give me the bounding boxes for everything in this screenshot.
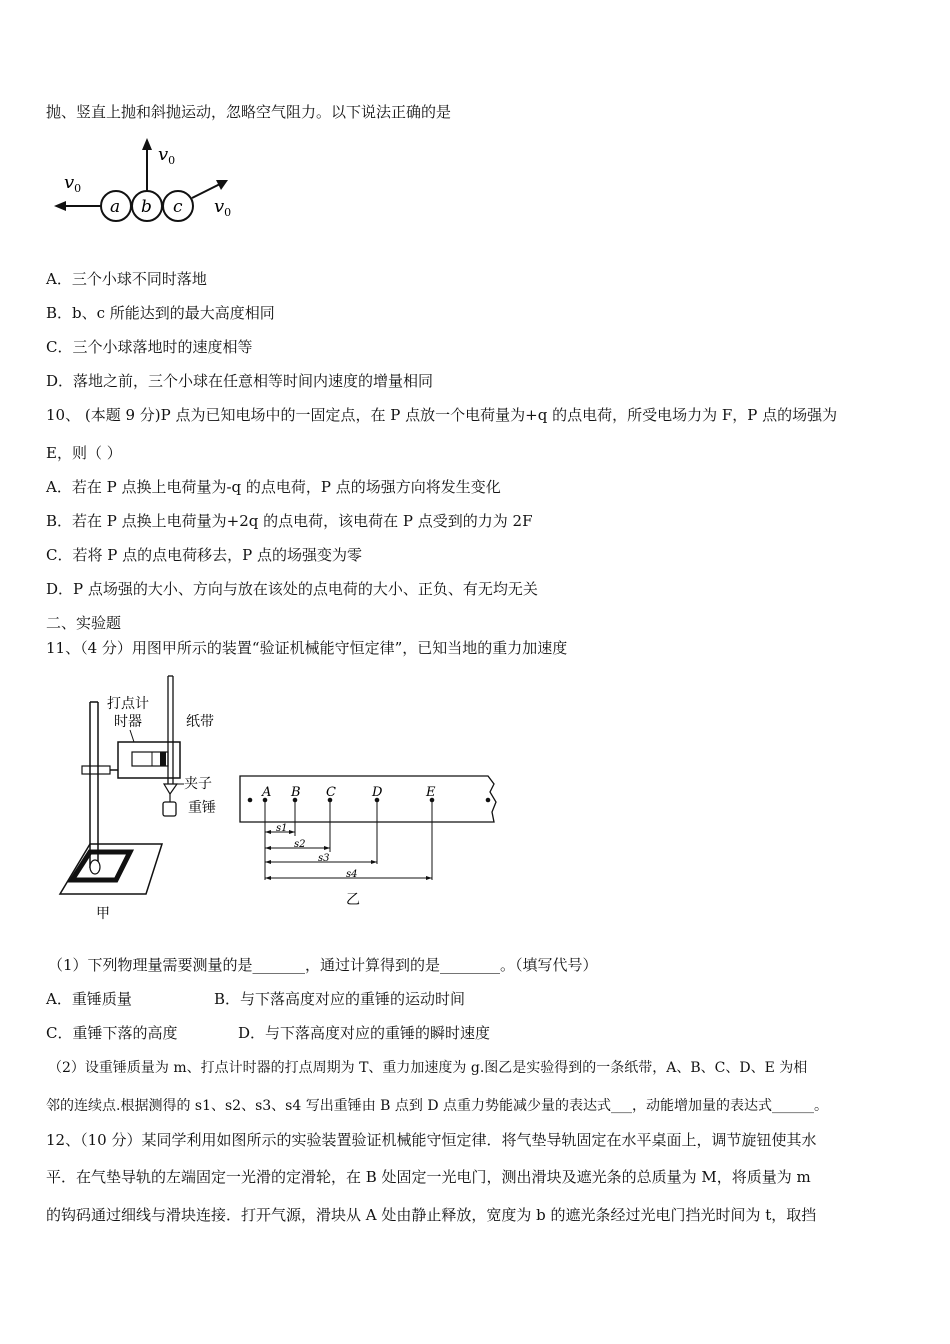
q10-stem-line1: 10、 (本题 9 分)P 点为已知电场中的一固定点，在 P 点放一个电荷量为+q 的点电荷，所受电场力为 F，P 点的场强为	[46, 406, 838, 424]
q11-option-d: D．与下落高度对应的重锤的瞬时速度	[238, 1024, 491, 1042]
q11-part1: （1）下列物理量需要测量的是_______，通过计算得到的是________。（填写代号）	[48, 956, 598, 974]
caption-yi: 乙	[346, 892, 360, 908]
q11-option-c: C．重锤下落的高度	[46, 1024, 178, 1042]
q12-line2: 平．在气垫导轨的左端固定一光滑的定滑轮，在 B 处固定一光电门，测出滑块及遮光条的总质量为 M，将质量为 m	[46, 1168, 811, 1186]
q12-line1: 12、（10 分）某同学利用如图所示的实验装置验证机械能守恒定律．将气垫导轨固定在水平桌面上，调节旋钮使其水	[46, 1131, 817, 1149]
q10-option-b: B．若在 P 点换上电荷量为+2q 的点电荷，该电荷在 P 点受到的力为 2F	[46, 512, 533, 530]
v0-oblique-label: $v_0$	[214, 196, 232, 219]
point-b: B	[291, 785, 301, 800]
q12-line3: 的钩码通过细线与滑块连接．打开气源，滑块从 A 处由静止释放，宽度为 b 的遮光条经过光电门挡光时间为 t，取挡	[46, 1206, 817, 1224]
s3-label: s3	[318, 853, 330, 864]
q10-option-a: A．若在 P 点换上电荷量为-q 的点电荷，P 点的场强方向将发生变化	[46, 478, 501, 496]
tape-label: 纸带	[186, 714, 214, 730]
timer-label-1: 打点计	[107, 696, 149, 712]
q9-option-b: B．b、c 所能达到的最大高度相同	[46, 304, 275, 322]
paper-tape	[240, 776, 496, 822]
s4-label: s4	[346, 869, 358, 880]
hammer	[163, 802, 176, 816]
q10-option-d: D．P 点场强的大小、方向与放在该处的点电荷的大小、正负、有无均无关	[46, 580, 538, 598]
tape-figure-yi	[236, 774, 500, 910]
q9-stem: 抛、竖直上抛和斜抛运动，忽略空气阻力。以下说法正确的是	[46, 103, 452, 121]
projectile-figure	[46, 136, 246, 228]
timer	[118, 742, 180, 778]
q10-option-c: C．若将 P 点的点电荷移去，P 点的场强变为零	[46, 546, 362, 564]
q9-option-c: C．三个小球落地时的速度相等	[46, 338, 253, 356]
q9-option-d: D．落地之前，三个小球在任意相等时间内速度的增量相同	[46, 372, 434, 390]
ball-c-label: c	[173, 197, 183, 217]
v0-up-label: $v_0$	[158, 144, 176, 167]
point-e: E	[426, 785, 436, 800]
v0-left-label: $v_0$	[64, 172, 82, 195]
timer-label-2: 时器	[114, 714, 142, 730]
point-c: C	[326, 785, 336, 800]
point-a: A	[262, 785, 272, 800]
section-title: 二、实验题	[46, 614, 122, 632]
q11-part2-line1: （2）设重锤质量为 m、打点计时器的打点周期为 T、重力加速度为 g.图乙是实验得到的一条纸带，A、B、C、D、E 为相	[48, 1060, 808, 1076]
apparatus-figure-jia	[52, 672, 242, 924]
q11-option-a: A．重锤质量	[46, 990, 132, 1008]
q11-stem: 11、（4 分）用图甲所示的装置“验证机械能守恒定律”，已知当地的重力加速度	[46, 639, 568, 657]
point-d: D	[372, 785, 383, 800]
ball-b-label: b	[141, 197, 152, 217]
q11-option-b: B．与下落高度对应的重锤的运动时间	[214, 990, 466, 1008]
base-block	[72, 852, 130, 880]
q11-part2-line2: 邻的连续点.根据测得的 s1、s2、s3、s4 写出重锤由 B 点到 D 点重力势能减少量的表达式___，动能增加量的表达式______。	[46, 1098, 829, 1114]
s1-label: s1	[276, 823, 288, 834]
ball-a-label: a	[110, 197, 121, 217]
q10-stem-line2: E，则（ ）	[46, 444, 122, 462]
caption-jia: 甲	[96, 906, 110, 922]
q9-option-a: A．三个小球不同时落地	[46, 270, 207, 288]
hammer-label: 重锤	[188, 800, 216, 816]
s2-label: s2	[294, 839, 306, 850]
clip-label: 夹子	[184, 776, 212, 792]
